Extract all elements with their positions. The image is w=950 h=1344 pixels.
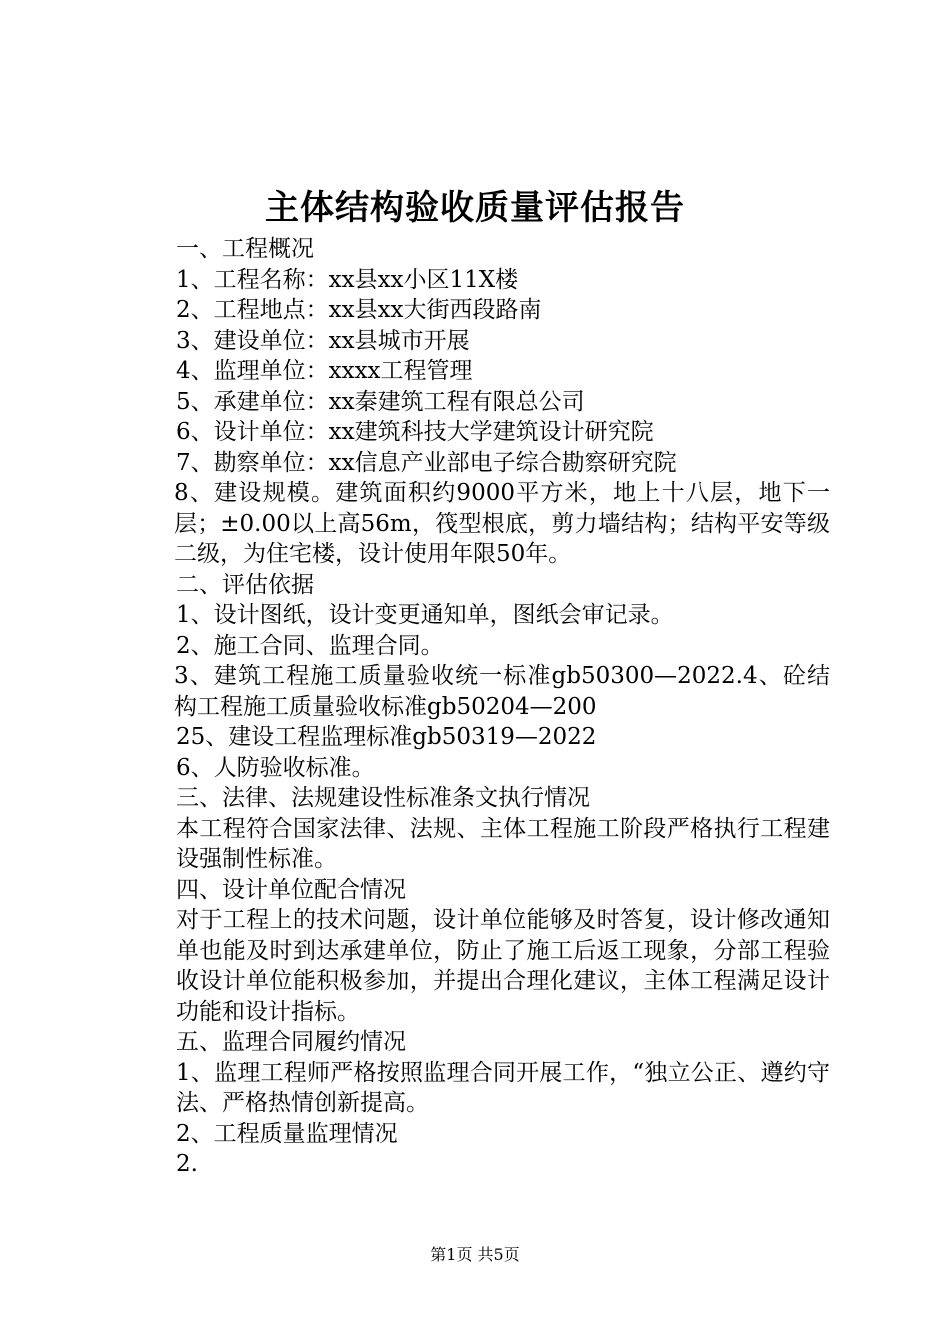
overview-item-developer: 3、建设单位：xx县城市开展	[176, 327, 470, 354]
document-title: 主体结构验收质量评估报告	[265, 188, 685, 228]
overview-item-name: 1、工程名称：xx县xx小区11X楼	[176, 266, 519, 293]
contract-performance-item-1: 1、监理工程师严格按照监理合同开展工作，“独立公正、遵约守法、严格热情创新提高。	[176, 1059, 830, 1116]
overview-item-contractor: 5、承建单位：xx秦建筑工程有限总公司	[176, 388, 585, 415]
overview-item-surveyor: 7、勘察单位：xx信息产业部电子综合勘察研究院	[176, 449, 677, 476]
section-heading-contract-performance: 五、监理合同履约情况	[176, 1029, 406, 1055]
section-heading-overview: 一、工程概况	[176, 236, 314, 262]
document-body	[130, 234, 830, 1180]
design-cooperation-text: 对于工程上的技术问题，设计单位能够及时答复，设计修改通知单也能及时到达承建单位，防止了施工后返工现象，分部工程验收设计单位能积极参加，并提出合理化建议，主体工程满足设计功能和设计指标。	[176, 907, 830, 1025]
basis-item-supervision-standard: 25、建设工程监理标准gb50319—2022	[176, 724, 597, 750]
overview-item-scale: 8、建设规模。建筑面积约9000平方米，地上十八层，地下一层；±0.00以上高56m，筏型根底，剪力墙结构；结构平安等级二级，为住宅楼，设计使用年限50年。	[174, 480, 830, 567]
overview-item-location: 2、工程地点：xx县xx大街西段路南	[176, 297, 542, 323]
basis-item-contracts: 2、施工合同、监理合同。	[176, 632, 444, 659]
basis-item-civil-defense: 6、人防验收标准。	[176, 754, 375, 781]
overview-item-supervisor: 4、监理单位：xxxx工程管理	[176, 358, 473, 384]
basis-item-drawings: 1、设计图纸，设计变更通知单，图纸会审记录。	[176, 602, 674, 628]
section-heading-design-cooperation: 四、设计单位配合情况	[176, 876, 406, 903]
overview-item-designer: 6、设计单位：xx建筑科技大学建筑设计研究院	[176, 419, 654, 445]
section-heading-basis: 二、评估依据	[176, 571, 314, 598]
basis-item-standards: 3、建筑工程施工质量验收统一标准gb50300—2022.4、砼结构工程施工质量验收标准gb50204—200	[174, 663, 830, 720]
section-heading-compliance: 三、法律、法规建设性标准条文执行情况	[176, 785, 590, 811]
page-number: 第1页 共5页	[430, 1245, 520, 1264]
contract-performance-item-2-sub: 2.	[176, 1151, 198, 1177]
contract-performance-item-2: 2、工程质量监理情况	[176, 1120, 398, 1147]
compliance-text: 本工程符合国家法律、法规、主体工程施工阶段严格执行工程建设强制性标准。	[176, 815, 830, 872]
